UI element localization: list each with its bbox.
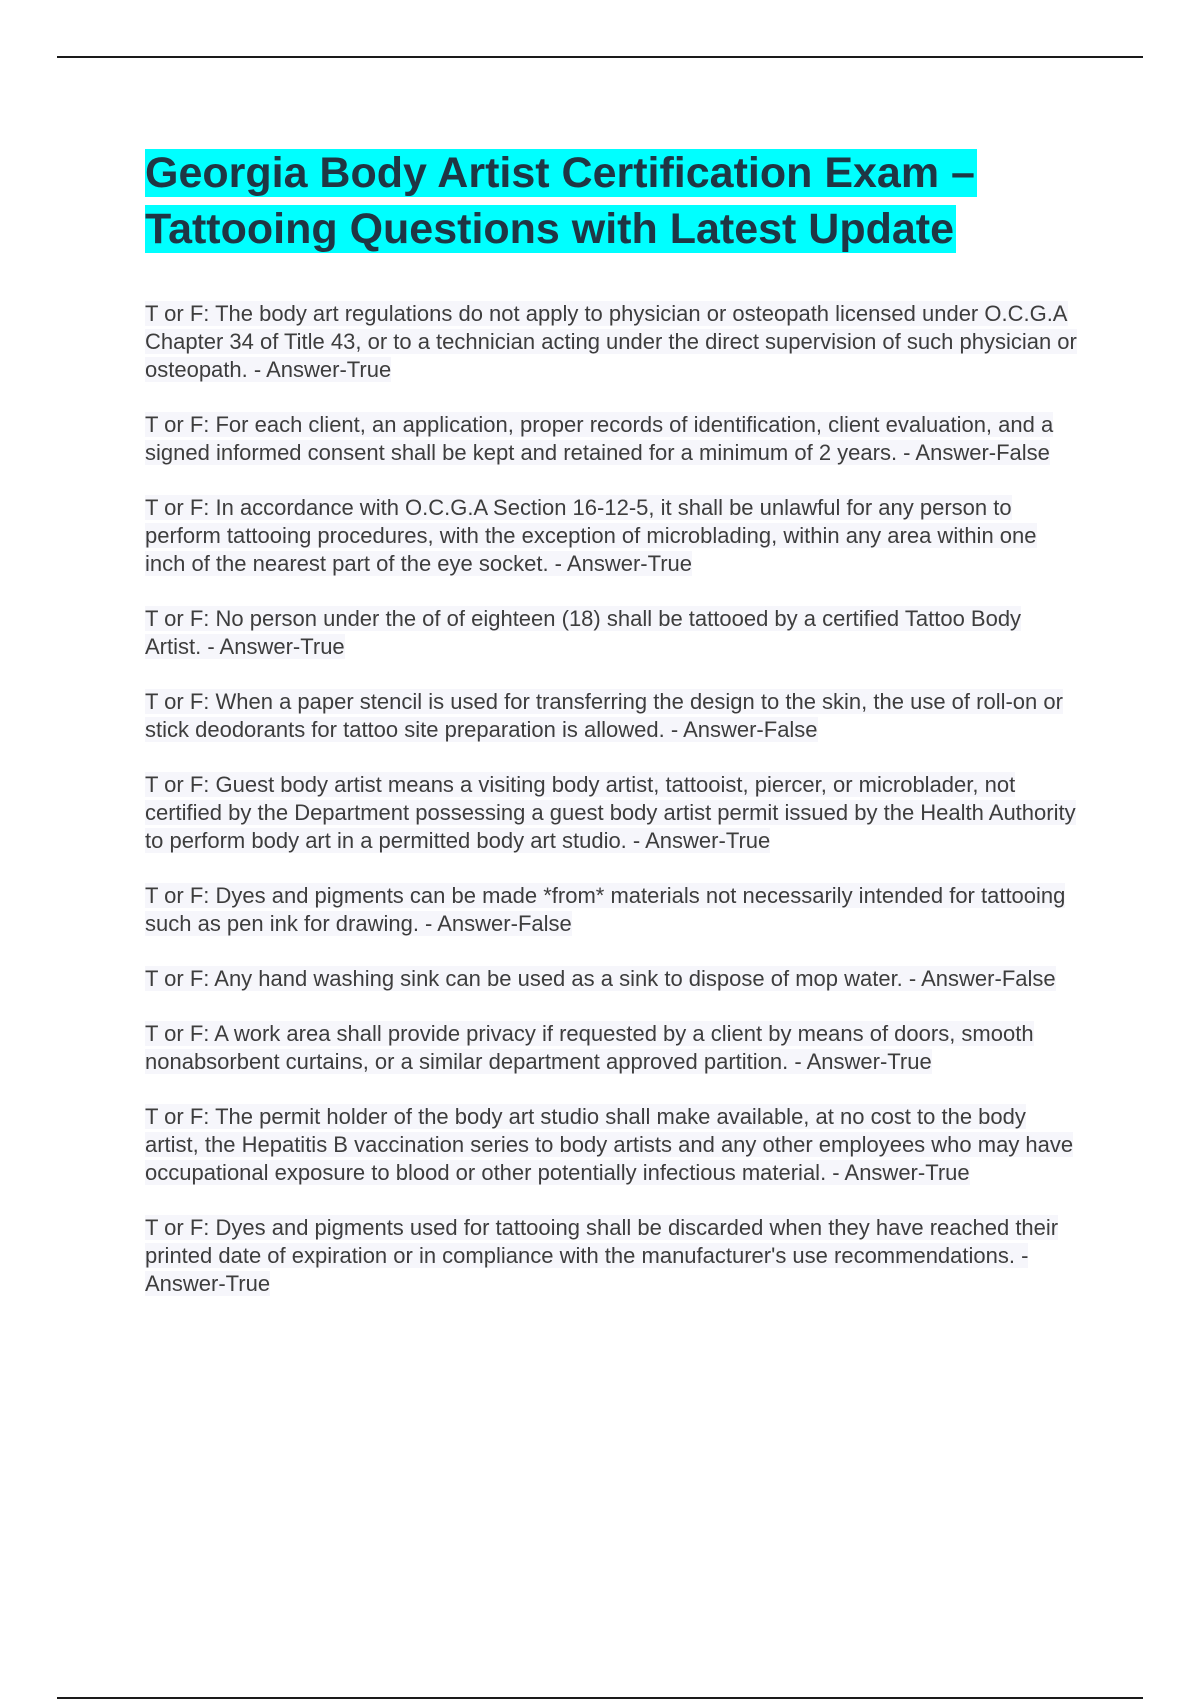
question-text: T or F: Any hand washing sink can be used as a sink to dispose of mop water. - Answer-False bbox=[145, 966, 1056, 991]
question-text: T or F: When a paper stencil is used for transferring the design to the skin, the use of roll-on or stick deodorants for tattoo site preparation is allowed. - Answer-False bbox=[145, 689, 1063, 742]
question-item bbox=[145, 300, 1080, 384]
question-item bbox=[145, 688, 1080, 744]
question-item bbox=[145, 882, 1080, 938]
question-list bbox=[145, 300, 1080, 1298]
question-item bbox=[145, 965, 1080, 993]
question-text: T or F: The permit holder of the body art studio shall make available, at no cost to the body artist, the Hepatitis B vaccination series to body artists and any other employees who may have occupational exposure to blood or other potentially infectious material. - Answer-True bbox=[145, 1104, 1074, 1185]
top-rule bbox=[57, 56, 1143, 58]
question-item bbox=[145, 494, 1080, 578]
document-content bbox=[145, 145, 1080, 1325]
question-text: T or F: The body art regulations do not apply to physician or osteopath licensed under O.C.G.A Chapter 34 of Title 43, or to a technician acting under the direct supervision of such physician or osteopath. - Answer-True bbox=[145, 301, 1077, 382]
question-text: T or F: Dyes and pigments used for tattooing shall be discarded when they have reached their printed date of expiration or in compliance with the manufacturer's use recommendations. - Answer-True bbox=[145, 1215, 1059, 1296]
question-text: T or F: No person under the of of eighteen (18) shall be tattooed by a certified Tattoo Body Artist. - Answer-True bbox=[145, 606, 1022, 659]
document-title bbox=[145, 145, 1080, 257]
question-text: T or F: Dyes and pigments can be made *from* materials not necessarily intended for tattooing such as pen ink for drawing. - Answer-False bbox=[145, 883, 1066, 936]
question-text: T or F: In accordance with O.C.G.A Section 16-12-5, it shall be unlawful for any person to perform tattooing procedures, with the exception of microblading, within any area within one inch of the nearest part of the eye socket. - Answer-True bbox=[145, 495, 1037, 576]
question-text: T or F: A work area shall provide privacy if requested by a client by means of doors, smooth nonabsorbent curtains, or a similar department approved partition. - Answer-True bbox=[145, 1021, 1034, 1074]
question-item bbox=[145, 771, 1080, 855]
document-title-text: Georgia Body Artist Certification Exam – Tattooing Questions with Latest Update bbox=[145, 149, 975, 253]
question-item bbox=[145, 411, 1080, 467]
question-item bbox=[145, 1020, 1080, 1076]
question-item bbox=[145, 605, 1080, 661]
question-item bbox=[145, 1214, 1080, 1298]
question-text: T or F: For each client, an application, proper records of identification, client evaluation, and a signed informed consent shall be kept and retained for a minimum of 2 years. - Answer-False bbox=[145, 412, 1054, 465]
bottom-rule bbox=[57, 1697, 1143, 1699]
question-text: T or F: Guest body artist means a visiting body artist, tattooist, piercer, or microblader, not certified by the Department possessing a guest body artist permit issued by the Health Authority to perform body art in a permitted body art studio. - Answer-True bbox=[145, 772, 1076, 853]
question-item bbox=[145, 1103, 1080, 1187]
